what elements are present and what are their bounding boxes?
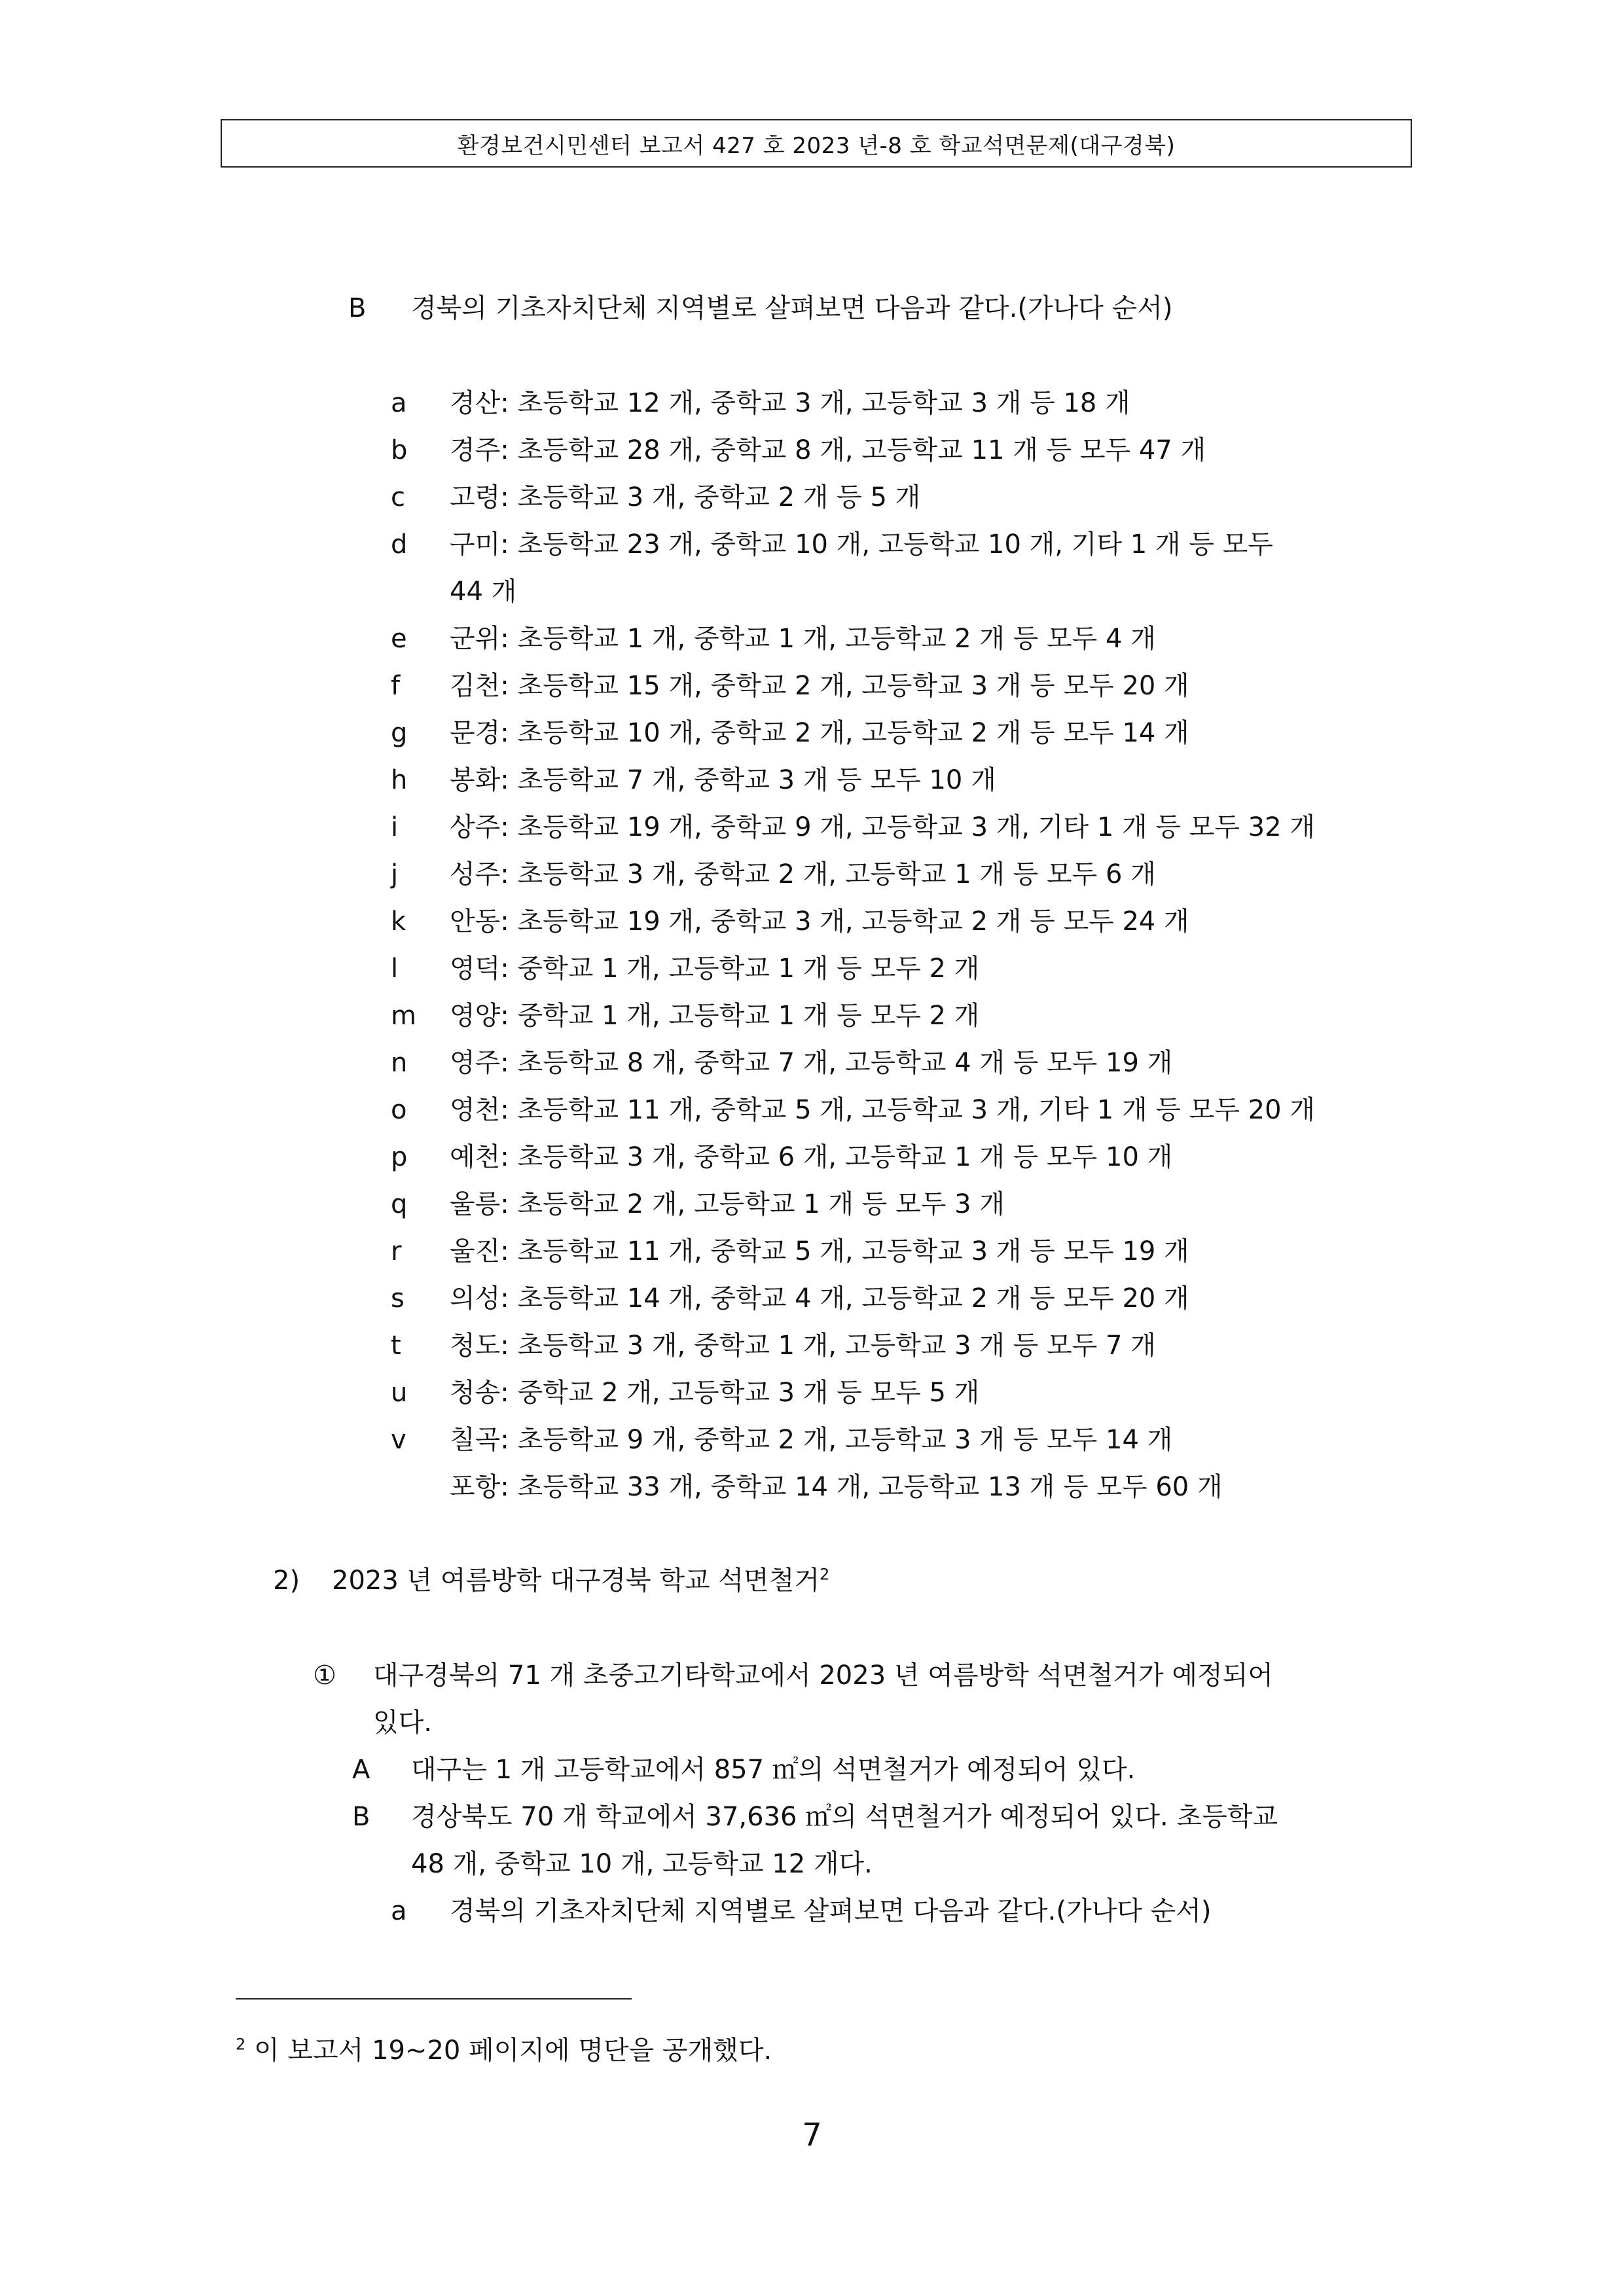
item-1-continuation: 있다.: [373, 1708, 432, 1738]
page-number: 7: [802, 2117, 822, 2153]
item-1-b-a-marker: a: [391, 1896, 407, 1926]
region-marker: o: [391, 1095, 407, 1125]
region-marker: p: [391, 1142, 408, 1172]
region-item: 구미: 초등학교 23 개, 중학교 10 개, 고등학교 10 개, 기타 1 개 등 모두: [450, 529, 1273, 560]
region-item: 안동: 초등학교 19 개, 중학교 3 개, 고등학교 2 개 등 모두 24 개: [450, 906, 1189, 937]
footnote: [236, 2032, 772, 2069]
region-item: 의성: 초등학교 14 개, 중학교 4 개, 고등학교 2 개 등 모두 20 개: [450, 1283, 1189, 1314]
footnote-number: 2: [236, 2035, 246, 2054]
region-marker: s: [391, 1283, 405, 1314]
region-item: 청도: 초등학교 3 개, 중학교 1 개, 고등학교 3 개 등 모두 7 개: [450, 1331, 1156, 1361]
region-item: 영양: 중학교 1 개, 고등학교 1 개 등 모두 2 개: [450, 1001, 980, 1031]
region-marker: h: [391, 765, 408, 795]
region-item: 영주: 초등학교 8 개, 중학교 7 개, 고등학교 4 개 등 모두 19 개: [450, 1048, 1173, 1078]
region-marker: c: [391, 482, 405, 512]
region-marker: l: [391, 954, 399, 984]
region-item: 군위: 초등학교 1 개, 중학교 1 개, 고등학교 2 개 등 모두 4 개: [450, 624, 1156, 654]
item-1-b-text: 경상북도 70 개 학교에서 37,636 ㎡의 석면철거가 예정되어 있다. 초등학교: [411, 1802, 1278, 1832]
region-marker: a: [391, 388, 407, 418]
region-marker: n: [391, 1048, 408, 1078]
footnote-separator: [236, 1998, 632, 2000]
item-1-text: 대구경북의 71 개 초중고기타학교에서 2023 년 여름방학 석면철거가 예정되어: [373, 1660, 1273, 1691]
region-item: 경산: 초등학교 12 개, 중학교 3 개, 고등학교 3 개 등 18 개: [450, 388, 1130, 418]
region-marker: d: [391, 529, 408, 560]
region-marker: j: [391, 859, 399, 889]
running-header: [221, 119, 1412, 168]
region-item: 문경: 초등학교 10 개, 중학교 2 개, 고등학교 2 개 등 모두 14 개: [450, 718, 1189, 748]
item-1-marker: ①: [313, 1660, 336, 1691]
footnote-reference: 2: [819, 1565, 830, 1584]
region-marker: r: [391, 1236, 402, 1266]
section-2-marker: 2): [273, 1566, 300, 1596]
region-item: 고령: 초등학교 3 개, 중학교 2 개 등 5 개: [450, 482, 921, 512]
footnote-text: 이 보고서 19~20 페이지에 명단을 공개했다.: [254, 2036, 772, 2066]
region-marker: u: [391, 1378, 408, 1408]
region-item: 영덕: 중학교 1 개, 고등학교 1 개 등 모두 2 개: [450, 954, 980, 984]
region-marker: t: [391, 1331, 401, 1361]
region-item: 영천: 초등학교 11 개, 중학교 5 개, 고등학교 3 개, 기타 1 개 등 모두 20 개: [450, 1095, 1315, 1125]
item-1-b-a-text: 경북의 기초자치단체 지역별로 살펴보면 다음과 같다.(가나다 순서): [450, 1896, 1212, 1926]
region-item: 울진: 초등학교 11 개, 중학교 5 개, 고등학교 3 개 등 모두 19 개: [450, 1236, 1189, 1266]
region-item: 포항: 초등학교 33 개, 중학교 14 개, 고등학교 13 개 등 모두 60 개: [450, 1472, 1223, 1502]
region-marker: f: [391, 671, 401, 701]
region-item: 울릉: 초등학교 2 개, 고등학교 1 개 등 모두 3 개: [450, 1189, 1005, 1219]
region-marker: e: [391, 624, 407, 654]
region-marker: k: [391, 906, 406, 937]
region-marker: g: [391, 718, 408, 748]
region-item: 김천: 초등학교 15 개, 중학교 2 개, 고등학교 3 개 등 모두 20 개: [450, 671, 1189, 701]
section-b-marker: B: [348, 293, 367, 323]
region-marker: m: [391, 1001, 416, 1031]
item-1-a-text: 대구는 1 개 고등학교에서 857 ㎡의 석면철거가 예정되어 있다.: [411, 1755, 1136, 1785]
item-1-a-marker: A: [352, 1755, 370, 1785]
item-1-b-marker: B: [352, 1802, 370, 1832]
region-item: 성주: 초등학교 3 개, 중학교 2 개, 고등학교 1 개 등 모두 6 개: [450, 859, 1156, 889]
region-item: 상주: 초등학교 19 개, 중학교 9 개, 고등학교 3 개, 기타 1 개 등 모두 32 개: [450, 812, 1315, 842]
header-title: 환경보건시민센터 보고서 427 호 2023 년-8 호 학교석면문제(대구경북): [457, 132, 1176, 159]
section-2-heading: 2023 년 여름방학 대구경북 학교 석면철거$^2$: [332, 1565, 830, 1596]
region-marker: b: [391, 435, 408, 465]
region-item: 봉화: 초등학교 7 개, 중학교 3 개 등 모두 10 개: [450, 765, 996, 795]
region-marker: v: [391, 1425, 406, 1455]
region-item: 경주: 초등학교 28 개, 중학교 8 개, 고등학교 11 개 등 모두 47 개: [450, 435, 1206, 465]
region-item: 칠곡: 초등학교 9 개, 중학교 2 개, 고등학교 3 개 등 모두 14 개: [450, 1425, 1173, 1455]
region-item: 예천: 초등학교 3 개, 중학교 6 개, 고등학교 1 개 등 모두 10 개: [450, 1142, 1173, 1172]
region-item-continuation: 44 개: [450, 577, 517, 607]
section-b-text: 경북의 기초자치단체 지역별로 살펴보면 다음과 같다.(가나다 순서): [411, 293, 1173, 323]
region-item: 청송: 중학교 2 개, 고등학교 3 개 등 모두 5 개: [450, 1378, 980, 1408]
region-marker: q: [391, 1189, 408, 1219]
item-1-b-continuation: 48 개, 중학교 10 개, 고등학교 12 개다.: [411, 1849, 873, 1879]
region-marker: i: [391, 812, 399, 842]
